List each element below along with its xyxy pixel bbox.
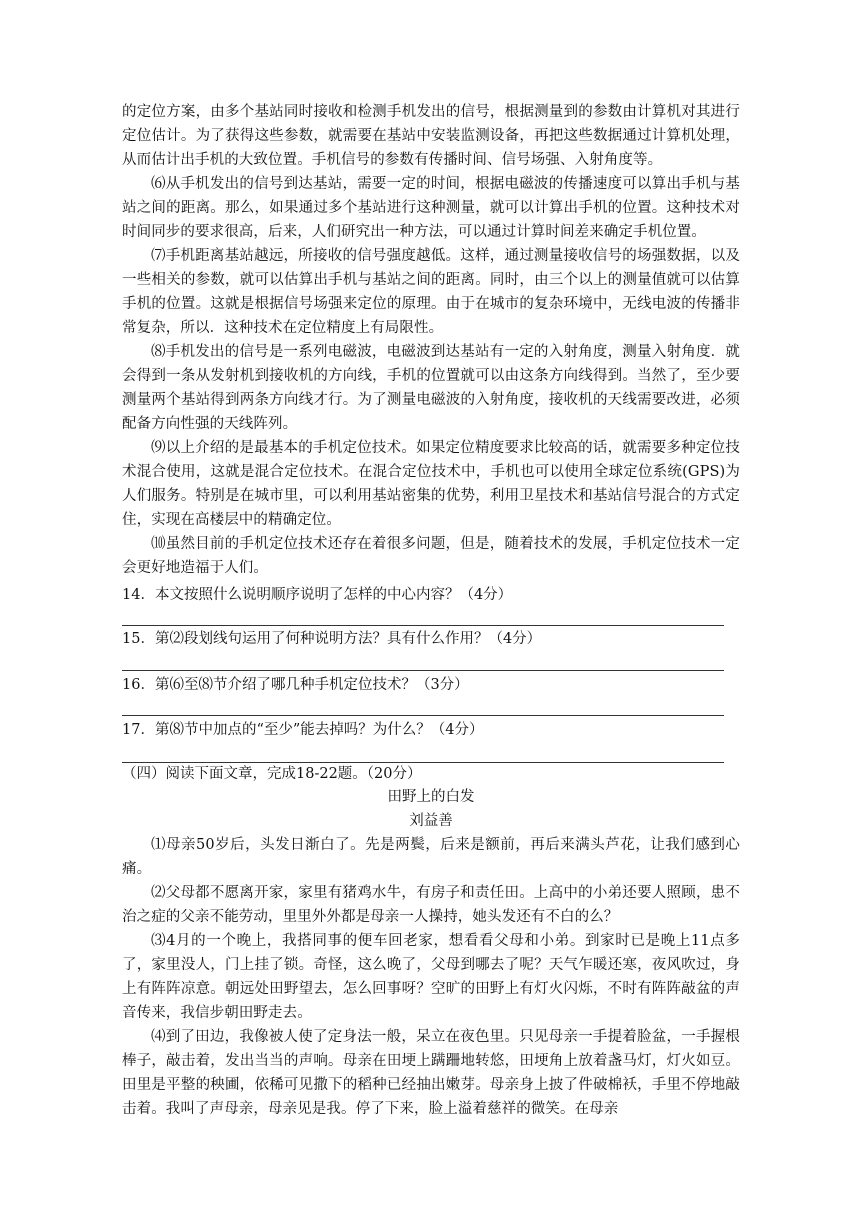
question-15: 15．第⑵段划线句运用了何种说明方法？具有什么作用？（4分） [122,631,542,647]
article-body [122,833,740,1121]
article-author: 刘益善 [409,813,453,829]
answer-line-14[interactable] [122,625,724,626]
article-paragraph: ⑷到了田边，我像被人使了定身法一般，呆立在夜色里。只见母亲一手提着脸盆，一手握根棒子，敲击着，发出当当的声响。母亲在田埂上蹒跚地转悠，田埂角上放着盏马灯，灯火如豆。田里是平整的秧圃，依稀可见撒下的稻种已经抽出嫩芽。母亲身上披了件破棉袄，手里不停地敲击着。我叫了声母亲，母亲见是我。停了下来，脸上溢着慈祥的微笑。在母亲 [122,1029,740,1117]
passage-paragraph: 的定位方案，由多个基站同时接收和检测手机发出的信号，根据测量到的参数由计算机对其进行定位估计。为了获得这些参数，就需要在基站中安装监测设备，再把这些数据通过计算机处理，从而估计出手机的大致位置。手机信号的参数有传播时间、信号场强、入射角度等。 [122,104,740,168]
section-heading: （四）阅读下面文章，完成18-22题。（20分） [122,766,422,782]
answer-line-16[interactable] [122,715,724,716]
article-paragraph: ⑶4月的一个晚上，我搭同事的便车回老家，想看看父母和小弟。到家时已是晚上11点多了，家里没人，门上挂了锁。奇怪，这么晚了，父母到哪去了呢？天气乍暖还寒，夜风吹过，身上有阵阵凉意。朝远处田野望去，怎么回事呀？空旷的田野上有灯火闪烁，不时有阵阵敲盆的声音传来，我信步朝田野走去。 [122,933,740,1021]
article-title: 田野上的白发 [387,789,475,805]
article-paragraph: ⑵父母都不愿离开家，家里有猪鸡水牛，有房子和责任田。上高中的小弟还要人照顾，患不治之症的父亲不能劳动，里里外外都是母亲一人操持，她头发还有不白的么？ [122,885,740,925]
passage-continued [122,100,740,580]
question-16: 16．第⑹至⑻节介绍了哪几种手机定位技术？（3分） [122,677,469,693]
passage-paragraph: ⑹从手机发出的信号到达基站，需要一定的时间，根据电磁波的传播速度可以算出手机与基站之间的距离。那么，如果通过多个基站进行这种测量，就可以计算出手机的位置。这种技术对时间同步的要求很高，后来，人们研究出一种方法，可以通过计算时间差来确定手机位置。 [122,176,740,240]
article-paragraph: ⑴母亲50岁后，头发日渐白了。先是两鬓，后来是额前，再后来满头芦花，让我们感到心痛。 [122,837,740,877]
passage-paragraph: ⑺手机距离基站越远，所接收的信号强度越低。这样，通过测量接收信号的场强数据，以及一些相关的参数，就可以估算出手机与基站之间的距离。同时，由三个以上的测量值就可以估算手机的位置。这就是根据信号场强来定位的原理。由于在城市的复杂环境中，无线电波的传播非常复杂，所以．这种技术在定位精度上有局限性。 [122,248,740,336]
question-17: 17．第⑻节中加点的“至少”能去掉吗？为什么？（4分） [122,722,484,738]
passage-paragraph: ⑻手机发出的信号是一系列电磁波，电磁波到达基站有一定的入射角度，测量入射角度．就会得到一条从发射机到接收机的方向线，手机的位置就可以由这条方向线得到。当然了，至少要测量两个基站得到两条方向线才行。为了测量电磁波的入射角度，接收机的天线需要改进，必须配备方向性强的天线阵列。 [122,344,740,432]
passage-paragraph: ⑼以上介绍的是最基本的手机定位技术。如果定位精度要求比较高的话，就需要多种定位技术混合使用，这就是混合定位技术。在混合定位技术中，手机也可以使用全球定位系统(GPS)为人们服务。特别是在城市里，可以利用基站密集的优势，利用卫星技术和基站信号混合的方式定住，实现在高楼层中的精确定位。 [122,440,740,528]
answer-line-15[interactable] [122,670,724,671]
passage-paragraph: ⑽虽然目前的手机定位技术还存在着很多问题，但是，随着技术的发展，手机定位技术一定会更好地造福于人们。 [122,536,740,576]
question-14: 14．本文按照什么说明顺序说明了怎样的中心内容？（4分） [122,587,513,603]
